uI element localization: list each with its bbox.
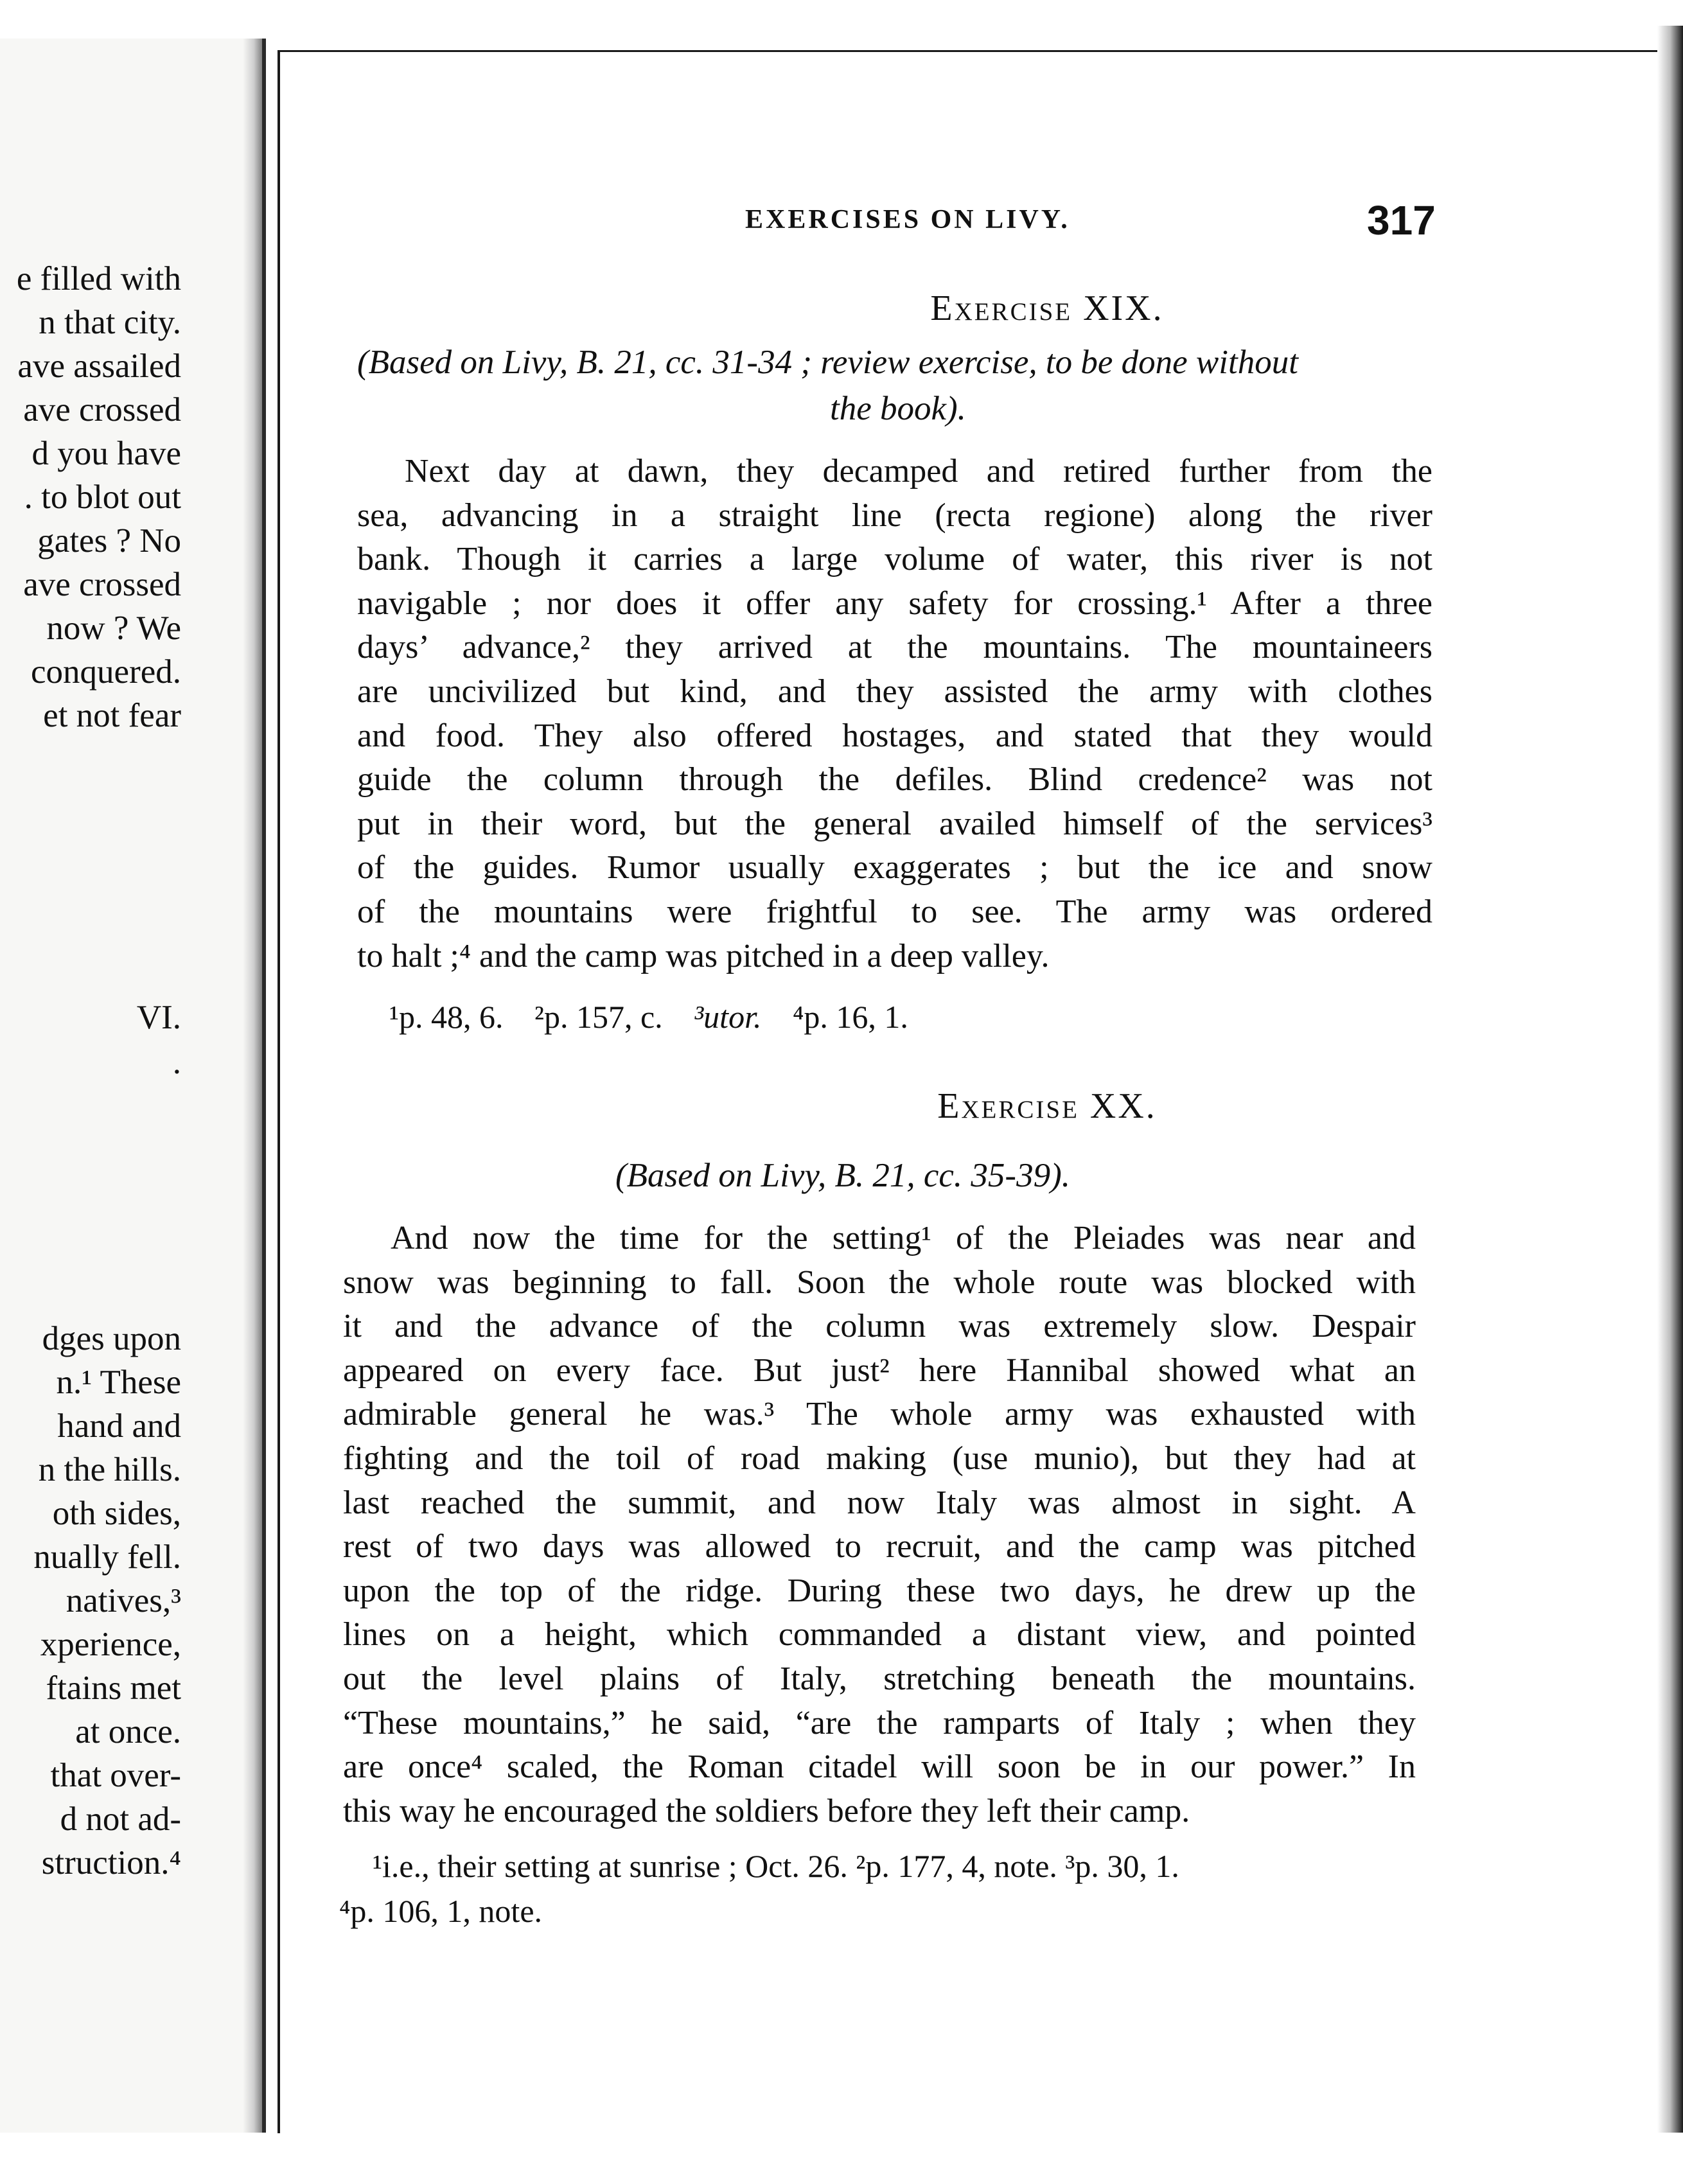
left-text-line: ftains met: [46, 1669, 181, 1707]
paragraph-line: days’ advance,² they arrived at the mountains. The mountaineers: [357, 629, 1432, 666]
footnote: ⁴p. 16, 1.: [793, 999, 908, 1035]
paragraph-line: are uncivilized but kind, and they assisted the army with clothes: [357, 673, 1432, 710]
exercise-20-footnotes-line1: ¹i.e., their setting at sunrise ; Oct. 26. ²p. 177, 4, note. ³p. 30, 1.: [373, 1848, 1179, 1884]
paragraph-line: sea, advancing in a straight line (recta regione) along the river: [357, 497, 1432, 534]
paragraph-line: “These mountains,” he said, “are the ramparts of Italy ; when they: [343, 1704, 1416, 1741]
left-text-line: n the hills.: [38, 1451, 181, 1488]
paragraph-line: this way he encouraged the soldiers before they left their camp.: [343, 1792, 1190, 1829]
left-text-line: d you have: [31, 435, 181, 472]
paragraph-line: it and the advance of the column was extremely slow. Despair: [343, 1308, 1416, 1345]
left-text-line: oth sides,: [52, 1495, 181, 1532]
left-text-line: conquered.: [31, 653, 181, 691]
left-text-line: ave crossed: [23, 391, 181, 428]
left-text-line: natives,³: [66, 1582, 181, 1619]
paragraph-line: are once⁴ scaled, the Roman citadel will soon be in our power.” In: [343, 1748, 1416, 1786]
paragraph-line: navigable ; nor does it offer any safety for crossing.¹ After a three: [357, 585, 1432, 622]
left-text-line: e filled with: [16, 260, 181, 297]
paragraph-line: rest of two days was allowed to recruit, and the camp was pitched: [343, 1528, 1416, 1565]
left-text-line: gates ? No: [37, 522, 181, 559]
left-text-line: struction.⁴: [41, 1844, 181, 1881]
paragraph-line: and food. They also offered hostages, and stated that they would: [357, 717, 1432, 754]
paragraph-line: fighting and the toil of road making (use munio), but they had at: [343, 1440, 1416, 1477]
left-text-line: . to blot out: [24, 479, 181, 516]
paragraph-line: admirable general he was.³ The whole army was exhausted with: [343, 1396, 1416, 1433]
paragraph-line: of the guides. Rumor usually exaggerates ; but the ice and snow: [357, 849, 1432, 886]
left-text-line: at once.: [75, 1713, 181, 1750]
left-text-line: d not ad-: [60, 1801, 181, 1838]
running-head: EXERCISES ON LIVY.: [745, 205, 1070, 234]
page-edge-shadow: [1657, 26, 1683, 2133]
paragraph-line: snow was beginning to fall. Soon the whole route was blocked with: [343, 1264, 1416, 1301]
left-text-line: n that city.: [39, 304, 181, 341]
left-text-line: et not fear: [43, 697, 181, 734]
exercise-19-subtitle: (Based on Livy, B. 21, cc. 31-34 ; review exercise, to be done without: [357, 344, 1298, 381]
exercise-19-title: Exercise XIX.: [930, 288, 1164, 328]
left-text-line: nually fell.: [33, 1538, 181, 1576]
paragraph-line: appeared on every face. But just² here Hannibal showed what an: [343, 1352, 1416, 1389]
left-text-line: .: [172, 1044, 181, 1081]
left-text-line: xperience,: [40, 1626, 181, 1663]
exercise-19-subtitle-cont: the book).: [830, 390, 966, 427]
paragraph-line: bank. Though it carries a large volume of water, this river is not: [357, 541, 1432, 578]
paragraph-line: last reached the summit, and now Italy was almost in sight. A: [343, 1484, 1416, 1521]
left-text-line: now ? We: [46, 610, 181, 647]
footnote: ³utor.: [694, 999, 762, 1035]
paragraph-line: to halt ;⁴ and the camp was pitched in a deep valley.: [357, 937, 1050, 974]
left-text-line: hand and: [57, 1407, 181, 1445]
left-text-line: n.¹ These: [56, 1364, 181, 1401]
paragraph-line: out the level plains of Italy, stretching beneath the mountains.: [343, 1660, 1416, 1697]
page-number: 317: [1367, 197, 1436, 243]
exercise-20-title: Exercise XX.: [937, 1086, 1157, 1126]
exercise-19-paragraph: [357, 450, 1432, 978]
left-text-line: ave assailed: [17, 348, 181, 385]
exercise-20-paragraph: [343, 1217, 1416, 1833]
paragraph-line: Next day at dawn, they decamped and retired further from the: [405, 453, 1432, 489]
paragraph-line: upon the top of the ridge. During these two days, he drew up the: [343, 1572, 1416, 1609]
left-text-line: dges upon: [42, 1320, 181, 1357]
exercise-19-footnotes: [389, 998, 908, 1035]
left-text-line: VI.: [136, 999, 181, 1036]
paragraph-line: of the mountains were frightful to see. The army was ordered: [357, 893, 1432, 930]
left-text-line: ave crossed: [23, 566, 181, 603]
paragraph-line: guide the column through the defiles. Blind credence² was not: [357, 761, 1432, 798]
exercise-20-subtitle: (Based on Livy, B. 21, cc. 35-39).: [615, 1157, 1070, 1194]
paragraph-line: lines on a height, which commanded a distant view, and pointed: [343, 1616, 1416, 1653]
paragraph-line: And now the time for the setting¹ of the Pleiades was near and: [391, 1220, 1416, 1256]
footnote: ²p. 157, c.: [534, 999, 663, 1035]
footnote: ¹p. 48, 6.: [389, 999, 504, 1035]
left-text-line: that over-: [50, 1757, 181, 1794]
paragraph-line: put in their word, but the general availed himself of the services³: [357, 805, 1432, 842]
exercise-20-footnotes-line2: ⁴p. 106, 1, note.: [339, 1893, 543, 1929]
